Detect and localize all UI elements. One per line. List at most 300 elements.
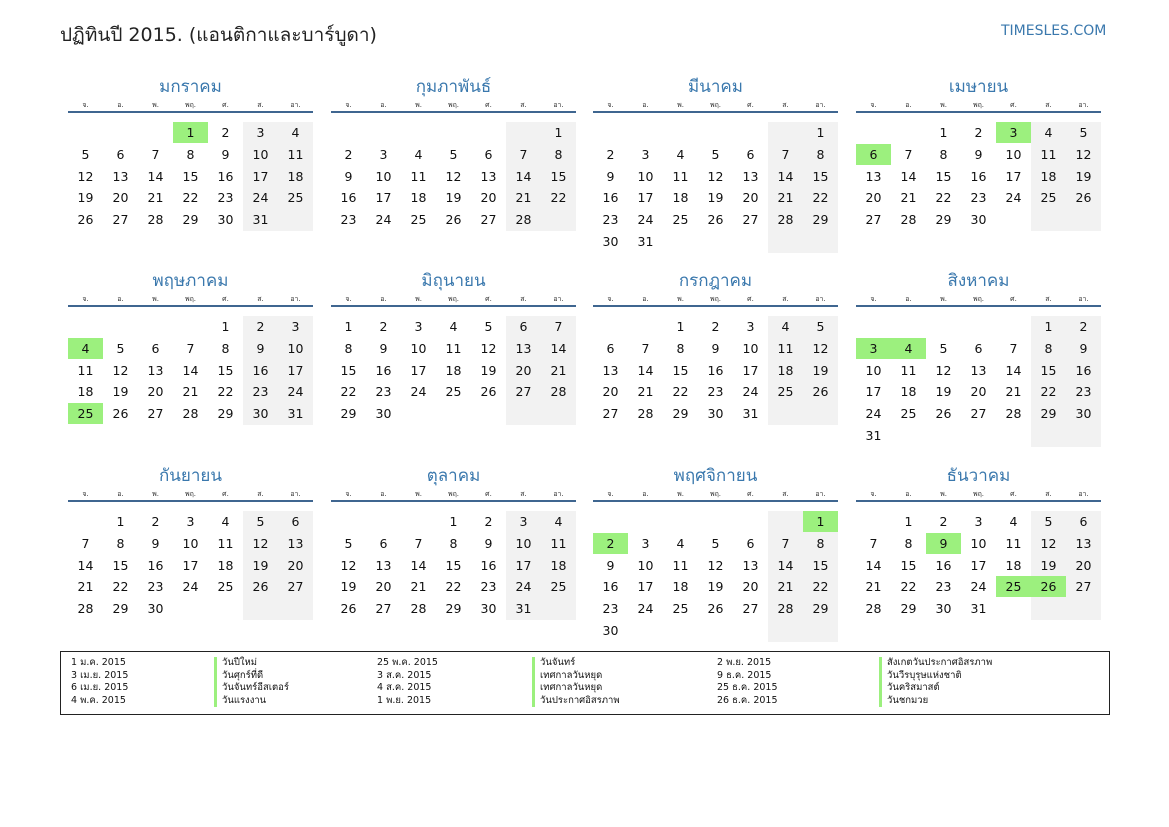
day-cell[interactable]: 18 <box>1040 168 1057 184</box>
day-cell[interactable]: 20 <box>742 579 759 595</box>
day-cell[interactable]: 21 <box>865 579 882 595</box>
day-cell[interactable]: 27 <box>112 212 129 228</box>
day-cell[interactable]: 8 <box>449 535 458 551</box>
day-cell[interactable]: 30 <box>935 601 952 617</box>
day-cell[interactable]: 23 <box>340 212 357 228</box>
day-cell[interactable]: 13 <box>1075 535 1092 551</box>
day-cell[interactable]: 4 <box>291 125 300 140</box>
day-cell[interactable]: 16 <box>340 190 357 206</box>
day-cell[interactable]: 22 <box>812 190 829 206</box>
day-cell[interactable]: 22 <box>550 190 567 206</box>
day-cell[interactable]: 6 <box>379 535 388 551</box>
day-cell[interactable]: 24 <box>865 406 882 422</box>
day-cell[interactable]: 23 <box>252 384 269 400</box>
day-cell[interactable]: 24 <box>742 384 759 400</box>
day-cell[interactable]: 10 <box>970 535 987 551</box>
holiday-day-cell[interactable]: 25 <box>68 403 103 424</box>
day-cell[interactable]: 9 <box>379 340 388 356</box>
day-cell[interactable]: 22 <box>112 579 129 595</box>
day-cell[interactable]: 16 <box>252 362 269 378</box>
day-cell[interactable]: 7 <box>869 535 878 551</box>
day-cell[interactable]: 8 <box>939 146 948 162</box>
day-cell[interactable]: 5 <box>711 146 720 162</box>
day-cell[interactable]: 10 <box>182 535 199 551</box>
day-cell[interactable]: 8 <box>554 146 563 162</box>
day-cell[interactable]: 29 <box>1040 406 1057 422</box>
day-cell[interactable]: 23 <box>602 601 619 617</box>
day-cell[interactable]: 14 <box>182 362 199 378</box>
day-cell[interactable]: 10 <box>515 535 532 551</box>
day-cell[interactable]: 14 <box>1005 362 1022 378</box>
day-cell[interactable]: 3 <box>641 535 650 551</box>
day-cell[interactable]: 11 <box>410 168 427 184</box>
day-cell[interactable]: 16 <box>217 168 234 184</box>
day-cell[interactable]: 13 <box>602 362 619 378</box>
day-cell[interactable]: 1 <box>449 514 458 529</box>
holiday-day-cell[interactable]: 25 <box>996 576 1031 597</box>
day-cell[interactable]: 8 <box>816 146 825 162</box>
day-cell[interactable]: 9 <box>711 340 720 356</box>
day-cell[interactable]: 16 <box>147 557 164 573</box>
day-cell[interactable]: 19 <box>812 362 829 378</box>
day-cell[interactable]: 22 <box>1040 384 1057 400</box>
day-cell[interactable]: 20 <box>742 190 759 206</box>
day-cell[interactable]: 2 <box>711 319 720 334</box>
day-cell[interactable]: 24 <box>182 579 199 595</box>
day-cell[interactable]: 12 <box>707 557 724 573</box>
day-cell[interactable]: 10 <box>865 362 882 378</box>
day-cell[interactable]: 12 <box>340 557 357 573</box>
day-cell[interactable]: 5 <box>939 340 948 356</box>
day-cell[interactable]: 11 <box>900 362 917 378</box>
day-cell[interactable]: 15 <box>812 557 829 573</box>
day-cell[interactable]: 11 <box>217 535 234 551</box>
day-cell[interactable]: 31 <box>742 406 759 422</box>
day-cell[interactable]: 3 <box>379 146 388 162</box>
day-cell[interactable]: 16 <box>602 579 619 595</box>
day-cell[interactable]: 29 <box>812 601 829 617</box>
day-cell[interactable]: 26 <box>340 601 357 617</box>
day-cell[interactable]: 8 <box>344 340 353 356</box>
day-cell[interactable]: 1 <box>116 514 125 529</box>
day-cell[interactable]: 21 <box>777 190 794 206</box>
day-cell[interactable]: 26 <box>445 212 462 228</box>
day-cell[interactable]: 5 <box>81 146 90 162</box>
day-cell[interactable]: 19 <box>340 579 357 595</box>
day-cell[interactable]: 27 <box>1075 579 1092 595</box>
day-cell[interactable]: 13 <box>375 557 392 573</box>
day-cell[interactable]: 12 <box>812 340 829 356</box>
day-cell[interactable]: 2 <box>484 514 493 529</box>
day-cell[interactable]: 25 <box>672 212 689 228</box>
day-cell[interactable]: 24 <box>410 384 427 400</box>
holiday-day-cell[interactable]: 9 <box>926 533 961 554</box>
day-cell[interactable]: 14 <box>900 168 917 184</box>
day-cell[interactable]: 29 <box>112 601 129 617</box>
day-cell[interactable]: 3 <box>414 319 423 334</box>
day-cell[interactable]: 17 <box>970 557 987 573</box>
day-cell[interactable]: 10 <box>1005 146 1022 162</box>
day-cell[interactable]: 26 <box>707 601 724 617</box>
day-cell[interactable]: 15 <box>217 362 234 378</box>
day-cell[interactable]: 6 <box>484 146 493 162</box>
day-cell[interactable]: 31 <box>865 428 882 443</box>
day-cell[interactable]: 2 <box>344 146 353 162</box>
day-cell[interactable]: 6 <box>606 340 615 356</box>
day-cell[interactable]: 7 <box>554 319 563 334</box>
day-cell[interactable]: 17 <box>637 190 654 206</box>
day-cell[interactable]: 28 <box>900 212 917 228</box>
day-cell[interactable]: 12 <box>112 362 129 378</box>
day-cell[interactable]: 22 <box>217 384 234 400</box>
day-cell[interactable]: 1 <box>939 125 948 140</box>
day-cell[interactable]: 24 <box>1005 190 1022 206</box>
day-cell[interactable]: 30 <box>480 601 497 617</box>
day-cell[interactable]: 18 <box>445 362 462 378</box>
day-cell[interactable]: 26 <box>935 406 952 422</box>
day-cell[interactable]: 20 <box>480 190 497 206</box>
day-cell[interactable]: 14 <box>777 557 794 573</box>
day-cell[interactable]: 18 <box>672 579 689 595</box>
day-cell[interactable]: 19 <box>707 579 724 595</box>
day-cell[interactable]: 15 <box>340 362 357 378</box>
day-cell[interactable]: 9 <box>221 146 230 162</box>
day-cell[interactable]: 21 <box>77 579 94 595</box>
day-cell[interactable]: 16 <box>970 168 987 184</box>
day-cell[interactable]: 10 <box>742 340 759 356</box>
day-cell[interactable]: 1 <box>554 125 563 140</box>
day-cell[interactable]: 10 <box>637 557 654 573</box>
day-cell[interactable]: 23 <box>935 579 952 595</box>
day-cell[interactable]: 17 <box>742 362 759 378</box>
day-cell[interactable]: 27 <box>287 579 304 595</box>
day-cell[interactable]: 17 <box>637 579 654 595</box>
day-cell[interactable]: 13 <box>480 168 497 184</box>
day-cell[interactable]: 23 <box>217 190 234 206</box>
day-cell[interactable]: 22 <box>812 579 829 595</box>
day-cell[interactable]: 3 <box>186 514 195 529</box>
day-cell[interactable]: 30 <box>602 623 619 638</box>
holiday-day-cell[interactable]: 3 <box>996 122 1031 143</box>
day-cell[interactable]: 6 <box>519 319 528 334</box>
day-cell[interactable]: 15 <box>900 557 917 573</box>
day-cell[interactable]: 22 <box>935 190 952 206</box>
day-cell[interactable]: 24 <box>375 212 392 228</box>
day-cell[interactable]: 13 <box>742 557 759 573</box>
day-cell[interactable]: 19 <box>445 190 462 206</box>
day-cell[interactable]: 29 <box>217 406 234 422</box>
day-cell[interactable]: 4 <box>1044 125 1053 140</box>
day-cell[interactable]: 11 <box>287 146 304 162</box>
day-cell[interactable]: 12 <box>480 340 497 356</box>
day-cell[interactable]: 28 <box>1005 406 1022 422</box>
day-cell[interactable]: 17 <box>1005 168 1022 184</box>
day-cell[interactable]: 7 <box>414 535 423 551</box>
day-cell[interactable]: 6 <box>1079 514 1088 529</box>
day-cell[interactable]: 10 <box>410 340 427 356</box>
day-cell[interactable]: 29 <box>900 601 917 617</box>
day-cell[interactable]: 20 <box>375 579 392 595</box>
day-cell[interactable]: 23 <box>1075 384 1092 400</box>
day-cell[interactable]: 24 <box>637 212 654 228</box>
day-cell[interactable]: 14 <box>550 340 567 356</box>
day-cell[interactable]: 29 <box>340 406 357 422</box>
day-cell[interactable]: 11 <box>1040 146 1057 162</box>
day-cell[interactable]: 14 <box>515 168 532 184</box>
day-cell[interactable]: 23 <box>480 579 497 595</box>
day-cell[interactable]: 2 <box>379 319 388 334</box>
day-cell[interactable]: 26 <box>1075 190 1092 206</box>
day-cell[interactable]: 14 <box>865 557 882 573</box>
day-cell[interactable]: 8 <box>221 340 230 356</box>
day-cell[interactable]: 10 <box>375 168 392 184</box>
day-cell[interactable]: 2 <box>606 146 615 162</box>
day-cell[interactable]: 17 <box>865 384 882 400</box>
holiday-day-cell[interactable]: 1 <box>173 122 208 143</box>
day-cell[interactable]: 2 <box>974 125 983 140</box>
day-cell[interactable]: 11 <box>445 340 462 356</box>
day-cell[interactable]: 30 <box>375 406 392 422</box>
day-cell[interactable]: 15 <box>182 168 199 184</box>
day-cell[interactable]: 29 <box>672 406 689 422</box>
day-cell[interactable]: 21 <box>1005 384 1022 400</box>
day-cell[interactable]: 16 <box>602 190 619 206</box>
day-cell[interactable]: 28 <box>637 406 654 422</box>
day-cell[interactable]: 1 <box>676 319 685 334</box>
day-cell[interactable]: 17 <box>182 557 199 573</box>
day-cell[interactable]: 9 <box>606 168 615 184</box>
day-cell[interactable]: 19 <box>77 190 94 206</box>
day-cell[interactable]: 15 <box>672 362 689 378</box>
day-cell[interactable]: 13 <box>970 362 987 378</box>
day-cell[interactable]: 28 <box>410 601 427 617</box>
day-cell[interactable]: 12 <box>77 168 94 184</box>
day-cell[interactable]: 15 <box>935 168 952 184</box>
day-cell[interactable]: 24 <box>252 190 269 206</box>
day-cell[interactable]: 28 <box>865 601 882 617</box>
day-cell[interactable]: 18 <box>672 190 689 206</box>
day-cell[interactable]: 13 <box>742 168 759 184</box>
site-link[interactable]: TIMESLES.COM <box>1001 23 1107 39</box>
day-cell[interactable]: 27 <box>147 406 164 422</box>
day-cell[interactable]: 31 <box>515 601 532 617</box>
day-cell[interactable]: 29 <box>812 212 829 228</box>
day-cell[interactable]: 15 <box>112 557 129 573</box>
day-cell[interactable]: 5 <box>256 514 265 529</box>
day-cell[interactable]: 24 <box>970 579 987 595</box>
day-cell[interactable]: 28 <box>147 212 164 228</box>
day-cell[interactable]: 19 <box>707 190 724 206</box>
day-cell[interactable]: 11 <box>77 362 94 378</box>
day-cell[interactable]: 22 <box>182 190 199 206</box>
day-cell[interactable]: 4 <box>781 319 790 334</box>
day-cell[interactable]: 25 <box>1040 190 1057 206</box>
day-cell[interactable]: 5 <box>711 535 720 551</box>
day-cell[interactable]: 29 <box>182 212 199 228</box>
day-cell[interactable]: 7 <box>186 340 195 356</box>
day-cell[interactable]: 23 <box>375 384 392 400</box>
day-cell[interactable]: 19 <box>935 384 952 400</box>
day-cell[interactable]: 2 <box>256 319 265 334</box>
day-cell[interactable]: 19 <box>1075 168 1092 184</box>
day-cell[interactable]: 27 <box>865 212 882 228</box>
holiday-day-cell[interactable]: 6 <box>856 144 891 165</box>
day-cell[interactable]: 18 <box>287 168 304 184</box>
day-cell[interactable]: 6 <box>151 340 160 356</box>
day-cell[interactable]: 25 <box>672 601 689 617</box>
day-cell[interactable]: 18 <box>1005 557 1022 573</box>
day-cell[interactable]: 8 <box>186 146 195 162</box>
day-cell[interactable]: 17 <box>252 168 269 184</box>
day-cell[interactable]: 17 <box>410 362 427 378</box>
day-cell[interactable]: 25 <box>287 190 304 206</box>
day-cell[interactable]: 30 <box>147 601 164 617</box>
day-cell[interactable]: 13 <box>287 535 304 551</box>
holiday-day-cell[interactable]: 2 <box>593 533 628 554</box>
day-cell[interactable]: 7 <box>1009 340 1018 356</box>
day-cell[interactable]: 5 <box>449 146 458 162</box>
day-cell[interactable]: 4 <box>449 319 458 334</box>
holiday-day-cell[interactable]: 26 <box>1031 576 1066 597</box>
day-cell[interactable]: 14 <box>410 557 427 573</box>
day-cell[interactable]: 18 <box>77 384 94 400</box>
day-cell[interactable]: 26 <box>77 212 94 228</box>
day-cell[interactable]: 12 <box>445 168 462 184</box>
day-cell[interactable]: 3 <box>519 514 528 529</box>
day-cell[interactable]: 25 <box>777 384 794 400</box>
day-cell[interactable]: 8 <box>676 340 685 356</box>
day-cell[interactable]: 20 <box>515 362 532 378</box>
day-cell[interactable]: 15 <box>445 557 462 573</box>
day-cell[interactable]: 15 <box>1040 362 1057 378</box>
day-cell[interactable]: 27 <box>742 601 759 617</box>
day-cell[interactable]: 16 <box>480 557 497 573</box>
day-cell[interactable]: 19 <box>480 362 497 378</box>
day-cell[interactable]: 2 <box>939 514 948 529</box>
day-cell[interactable]: 27 <box>970 406 987 422</box>
day-cell[interactable]: 27 <box>480 212 497 228</box>
day-cell[interactable]: 16 <box>935 557 952 573</box>
day-cell[interactable]: 5 <box>1079 125 1088 140</box>
day-cell[interactable]: 8 <box>116 535 125 551</box>
day-cell[interactable]: 17 <box>287 362 304 378</box>
day-cell[interactable]: 24 <box>515 579 532 595</box>
day-cell[interactable]: 6 <box>746 146 755 162</box>
day-cell[interactable]: 9 <box>151 535 160 551</box>
day-cell[interactable]: 24 <box>637 601 654 617</box>
day-cell[interactable]: 29 <box>445 601 462 617</box>
day-cell[interactable]: 30 <box>252 406 269 422</box>
day-cell[interactable]: 1 <box>1044 319 1053 334</box>
day-cell[interactable]: 30 <box>1075 406 1092 422</box>
day-cell[interactable]: 21 <box>182 384 199 400</box>
day-cell[interactable]: 4 <box>676 146 685 162</box>
day-cell[interactable]: 30 <box>707 406 724 422</box>
day-cell[interactable]: 16 <box>1075 362 1092 378</box>
day-cell[interactable]: 21 <box>637 384 654 400</box>
day-cell[interactable]: 22 <box>672 384 689 400</box>
holiday-day-cell[interactable]: 4 <box>68 338 103 359</box>
day-cell[interactable]: 3 <box>746 319 755 334</box>
day-cell[interactable]: 29 <box>935 212 952 228</box>
day-cell[interactable]: 4 <box>221 514 230 529</box>
day-cell[interactable]: 1 <box>221 319 230 334</box>
day-cell[interactable]: 7 <box>519 146 528 162</box>
day-cell[interactable]: 6 <box>746 535 755 551</box>
day-cell[interactable]: 23 <box>707 384 724 400</box>
day-cell[interactable]: 14 <box>147 168 164 184</box>
day-cell[interactable]: 2 <box>221 125 230 140</box>
day-cell[interactable]: 7 <box>151 146 160 162</box>
day-cell[interactable]: 3 <box>291 319 300 334</box>
day-cell[interactable]: 14 <box>77 557 94 573</box>
day-cell[interactable]: 7 <box>781 535 790 551</box>
day-cell[interactable]: 30 <box>970 212 987 228</box>
day-cell[interactable]: 3 <box>641 146 650 162</box>
day-cell[interactable]: 13 <box>515 340 532 356</box>
day-cell[interactable]: 26 <box>707 212 724 228</box>
day-cell[interactable]: 28 <box>182 406 199 422</box>
day-cell[interactable]: 5 <box>344 535 353 551</box>
day-cell[interactable]: 30 <box>602 234 619 249</box>
day-cell[interactable]: 6 <box>116 146 125 162</box>
day-cell[interactable]: 17 <box>375 190 392 206</box>
holiday-day-cell[interactable]: 1 <box>803 511 838 532</box>
day-cell[interactable]: 18 <box>900 384 917 400</box>
day-cell[interactable]: 14 <box>777 168 794 184</box>
day-cell[interactable]: 5 <box>816 319 825 334</box>
day-cell[interactable]: 13 <box>865 168 882 184</box>
day-cell[interactable]: 7 <box>781 146 790 162</box>
day-cell[interactable]: 25 <box>217 579 234 595</box>
day-cell[interactable]: 12 <box>707 168 724 184</box>
day-cell[interactable]: 8 <box>816 535 825 551</box>
day-cell[interactable]: 20 <box>1075 557 1092 573</box>
day-cell[interactable]: 23 <box>602 212 619 228</box>
day-cell[interactable]: 18 <box>550 557 567 573</box>
day-cell[interactable]: 31 <box>970 601 987 617</box>
day-cell[interactable]: 7 <box>81 535 90 551</box>
day-cell[interactable]: 23 <box>147 579 164 595</box>
day-cell[interactable]: 25 <box>410 212 427 228</box>
day-cell[interactable]: 11 <box>777 340 794 356</box>
holiday-day-cell[interactable]: 4 <box>891 338 926 359</box>
day-cell[interactable]: 13 <box>147 362 164 378</box>
day-cell[interactable]: 28 <box>515 212 532 228</box>
day-cell[interactable]: 16 <box>375 362 392 378</box>
day-cell[interactable]: 21 <box>550 362 567 378</box>
day-cell[interactable]: 25 <box>900 406 917 422</box>
day-cell[interactable]: 20 <box>865 190 882 206</box>
day-cell[interactable]: 7 <box>641 340 650 356</box>
day-cell[interactable]: 9 <box>974 146 983 162</box>
day-cell[interactable]: 18 <box>410 190 427 206</box>
day-cell[interactable]: 8 <box>904 535 913 551</box>
day-cell[interactable]: 7 <box>904 146 913 162</box>
day-cell[interactable]: 15 <box>550 168 567 184</box>
day-cell[interactable]: 24 <box>287 384 304 400</box>
day-cell[interactable]: 11 <box>672 557 689 573</box>
day-cell[interactable]: 30 <box>217 212 234 228</box>
day-cell[interactable]: 6 <box>291 514 300 529</box>
day-cell[interactable]: 31 <box>252 212 269 228</box>
day-cell[interactable]: 4 <box>414 146 423 162</box>
day-cell[interactable]: 21 <box>900 190 917 206</box>
day-cell[interactable]: 9 <box>1079 340 1088 356</box>
day-cell[interactable]: 28 <box>777 601 794 617</box>
day-cell[interactable]: 26 <box>480 384 497 400</box>
day-cell[interactable]: 27 <box>742 212 759 228</box>
